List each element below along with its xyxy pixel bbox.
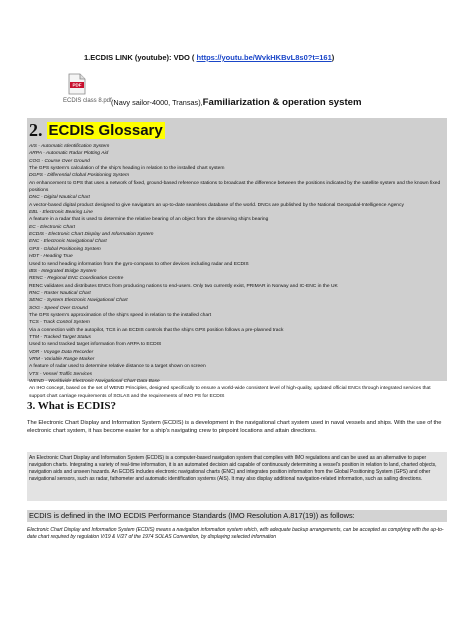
section-heading: 3. What is ECDIS? — [27, 400, 117, 412]
glossary-entry: GPS - Global Positioning System — [29, 246, 101, 252]
caption-big: Familiarization & operation system — [202, 97, 362, 108]
glossary-entry: The GPS system's calculation of the ship's heading in relation to the installed chart system — [29, 166, 225, 172]
pdf-file-icon[interactable] — [68, 73, 86, 95]
glossary-title-text: ECDIS Glossary — [48, 122, 163, 139]
glossary-entry: RNC - Raster Nautical Chart — [29, 290, 91, 296]
glossary-entry: COG - Course Over Ground — [29, 158, 90, 164]
glossary-entry: ARPA - Automatic Radar Plotting Aid — [29, 151, 109, 157]
glossary-entry: An enhancement to GPS that uses a network of fixed, ground-based reference stations to broadcast the difference between the positions indicated by the satellite system and the known fixed positions — [29, 180, 441, 194]
caption-small: (Navy sailor-4000, Transas), — [111, 98, 203, 107]
glossary-entry: Used to send heading information from the gyro-compass to other devices including radar and ECDIS — [29, 261, 249, 267]
glossary-entry: EC - Electronic Chart — [29, 224, 75, 230]
glossary-entry: VDR - Voyage Data Recorder — [29, 349, 94, 355]
definition-text: An Electronic Chart Display and Information System (ECDIS) is a computer-based navigation system that complies with IMO regulations and can be used as an alternative to paper navigation charts. Integrating a variety of real-time information, it is an automated decision aid capable of continuously determining a vessel's position in relation to land, charted objects, navigation aids and unseen hazards. An ECDIS includes electronic navigational charts (ENC) and integrates position information from the Global Positioning System (GPS) and other navigational sensors, such as radar, fathometer and automatic identification systems (AIS). It may also display additional navigation-related information, such as sailing directions. — [29, 455, 437, 483]
glossary-entry: A feature in a radar that is used to determine the relative bearing of an object from the observing ship's bearing — [29, 217, 269, 223]
glossary-entry: EBL - Electronic Bearing Line — [29, 210, 93, 216]
glossary-entry: TTM - Tracked Target Status — [29, 334, 91, 340]
glossary-entries — [29, 143, 443, 400]
link-prefix: 1.ECDIS LINK (youtube): VDO ( — [84, 53, 197, 62]
glossary-entry: RENC - Regional ENC Coordination Centre — [29, 276, 124, 282]
glossary-entry: VTS - Vessel Traffic Services — [29, 371, 93, 377]
glossary-entry: DGPS - Differential Global Positioning System — [29, 173, 130, 179]
youtube-link[interactable]: https://youtu.be/WvkHKBvL8s0?t=161 — [196, 53, 332, 62]
glossary-entry: An IHO concept, based on the set of WEND Principles, designed specifically to ensure a world-wide consistent level of high-quality, updated official ENCs through integrated services that support chart carriage requirements of SOLAS and the requirements of IMO PS for ECDIS — [29, 386, 431, 399]
glossary-entry: HDT - Heading True — [29, 254, 73, 260]
glossary-entry: A feature of radar used to determine relative distance to a target shown on screen — [29, 364, 206, 370]
glossary-entry: AIS - Automatic Identification System — [29, 144, 110, 149]
glossary-entry: ENC - Electronic Navigational Chart — [29, 239, 107, 245]
glossary-entry: RENC validates and distributes ENCs from producing nations to end-users. Only two currently exist, PRIMAR in Norway and IC-ENC in the UK — [29, 283, 338, 289]
intro-paragraph: The Electronic Chart Display and Information System (ECDIS) is a development in the navigational chart system used in naval vessels and ships. With the use of the electronic chart system, it has become easier for a ship's navigating crew to pinpoint locations and attain directions. — [27, 420, 442, 434]
pdf-icon-label: PDF — [72, 82, 82, 88]
attachment-filename[interactable]: ECDIS class 8.pdf — [63, 98, 112, 104]
glossary-entry: A vector-based digital product designed to give navigators an up-to-date seamless database of the world. DNCs are published by the National Geospatial-Intelligence Agency — [29, 202, 404, 208]
glossary-entry: IBS - Integrated Bridge System — [29, 268, 97, 274]
definition-box — [27, 452, 447, 501]
glossary-box — [27, 118, 447, 399]
imo-quote: Electronic Chart Display and Information System (ECDIS) means a navigation information system which, with adequate backup arrangements, can be accepted as complying with the up-to-date chart required by regulation V/19 & V/27 of the 1974 SOLAS Convention, by displaying selected information — [27, 527, 444, 541]
glossary-entry: VRM - Variable Range Marker — [29, 356, 95, 362]
glossary-entry: Via a connection with the autopilot, TCS in an ECDIS controls that the ship's GPS position follows a pre-planned track — [29, 327, 284, 333]
glossary-entry: The GPS system's approximation of the ship's speed in relation to the installed chart — [29, 312, 212, 318]
glossary-entry: DNC - Digital Nautical Chart — [29, 195, 90, 201]
attachment-caption — [111, 97, 362, 108]
imo-definition-line — [27, 510, 447, 522]
glossary-entry: SOG - Speed Over Ground — [29, 305, 88, 311]
glossary-entry: SENC - System Electronic Navigational Chart — [29, 298, 128, 304]
link-suffix: ) — [331, 53, 335, 62]
glossary-entry: WEND - Worldwide Electronic Navigational Chart Data Base — [29, 379, 160, 384]
glossary-entry: Used to send tracked target information from ARPA to ECDIS — [29, 342, 162, 348]
imo-text: ECDIS is defined in the IMO ECDIS Performance Standards (IMO Resolution A.817(19)) as follows: — [29, 511, 355, 520]
glossary-number: 2. — [29, 120, 43, 140]
glossary-entry: ECDIS - Electronic Chart Display and Information System — [29, 232, 154, 238]
glossary-title — [29, 120, 165, 141]
video-link-line — [84, 53, 334, 62]
glossary-entry: TCS - Track Control System — [29, 320, 90, 326]
